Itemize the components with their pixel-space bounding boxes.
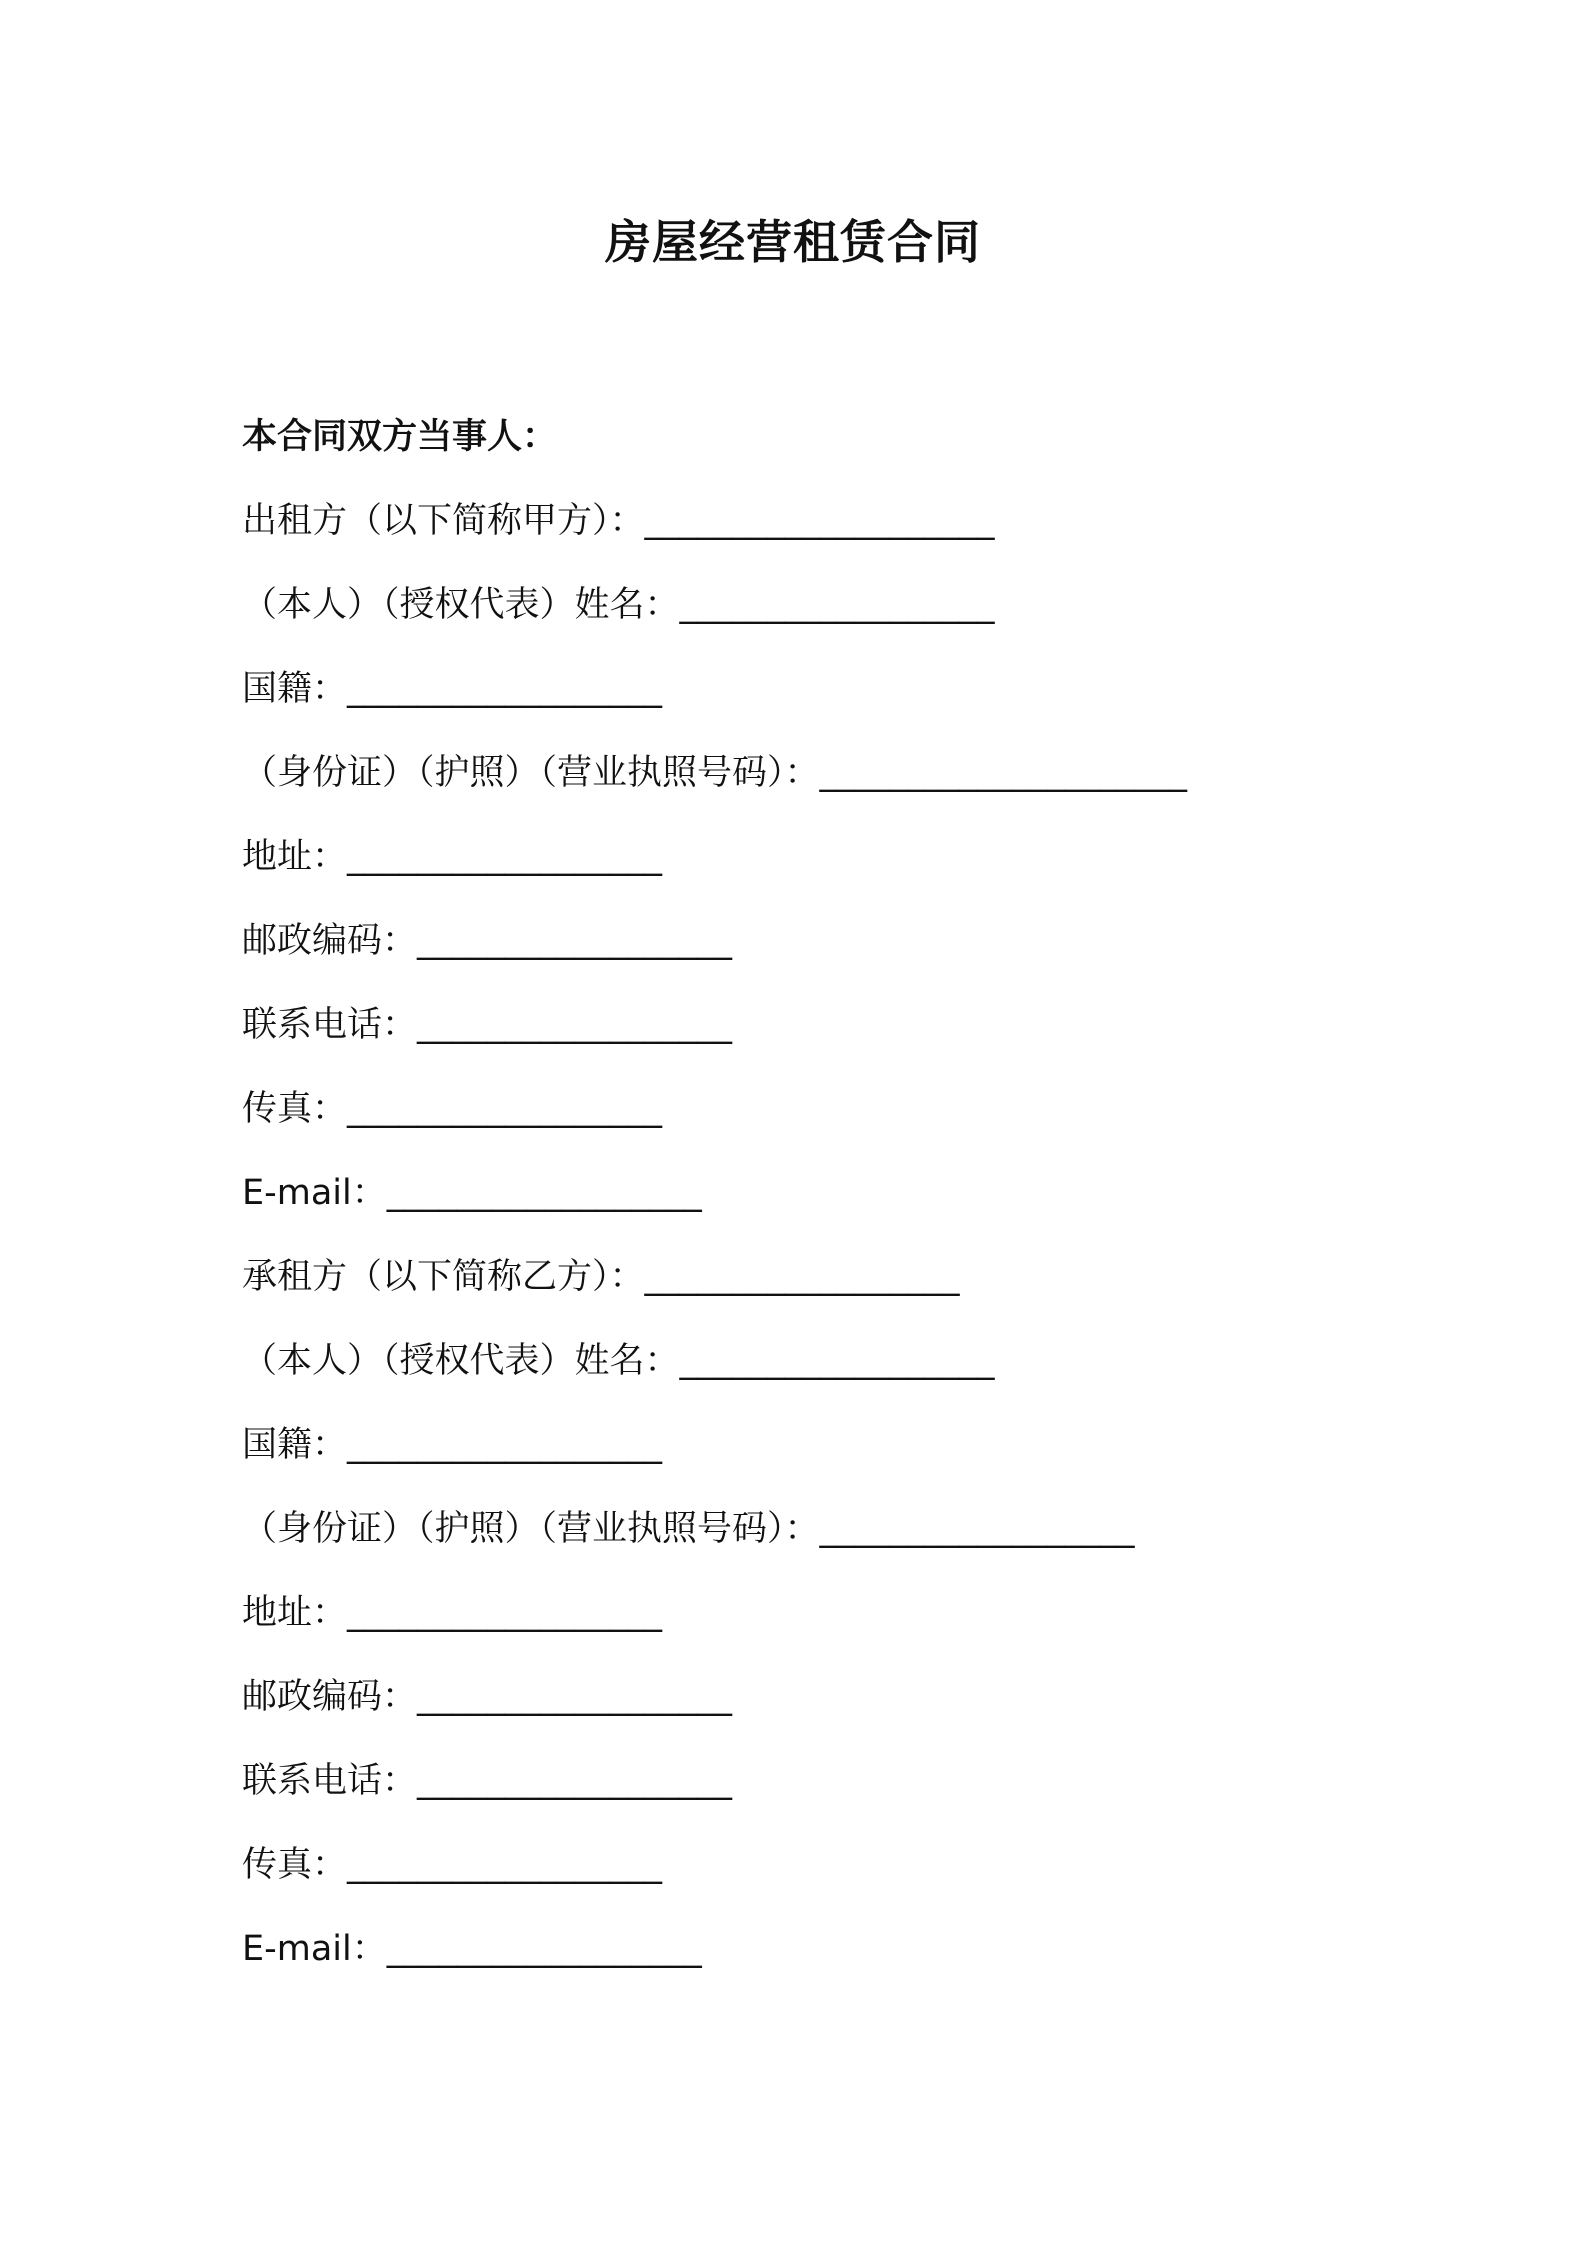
field-label: 联系电话： (242, 1005, 418, 1045)
field-label: 传真： (242, 1089, 348, 1129)
fill-blank: __________________ (347, 1845, 663, 1885)
fill-blank: __________________ (347, 837, 663, 877)
lessee-phone-line (242, 1756, 1442, 1840)
fill-blank: __________________ (347, 1593, 663, 1633)
fill-blank: __________________ (386, 1929, 702, 1969)
field-label: 地址： (242, 1593, 348, 1633)
fill-blank: __________________ (679, 1341, 995, 1381)
fill-blank: __________________ (417, 1761, 733, 1801)
fill-blank: __________________ (347, 669, 663, 709)
lessor-email-line (242, 1168, 1442, 1252)
lessor-id-line (242, 748, 1442, 832)
lessee-representative-line (242, 1336, 1442, 1420)
field-label: 国籍： (242, 1425, 348, 1465)
lessee-id-line (242, 1504, 1442, 1588)
field-label: 国籍： (242, 669, 348, 709)
fill-blank: __________________ (644, 1257, 960, 1297)
lessee-postcode-line (242, 1672, 1442, 1756)
fill-blank: __________________ (819, 1509, 1135, 1549)
party-fields (242, 496, 1442, 2008)
field-label: （本人）（授权代表）姓名： (242, 1341, 680, 1381)
field-label: （身份证）（护照）（营业执照号码）： (242, 753, 820, 793)
lessor-postcode-line (242, 916, 1442, 1000)
lessor-nationality-line (242, 664, 1442, 748)
lessee-line (242, 1252, 1442, 1336)
field-label: 邮政编码： (242, 1677, 418, 1717)
lessor-fax-line (242, 1084, 1442, 1168)
lessee-address-line (242, 1588, 1442, 1672)
lessee-nationality-line (242, 1420, 1442, 1504)
field-label: 邮政编码： (242, 921, 418, 961)
fill-blank: _____________________ (819, 753, 1188, 793)
field-label: 联系电话： (242, 1761, 418, 1801)
field-label: E-mail： (242, 1173, 387, 1213)
lessor-representative-line (242, 580, 1442, 664)
fill-blank: __________________ (347, 1089, 663, 1129)
fill-blank: ____________________ (644, 501, 995, 541)
fill-blank: __________________ (386, 1173, 702, 1213)
lessor-address-line (242, 832, 1442, 916)
fill-blank: __________________ (679, 585, 995, 625)
document-title: 房屋经营租赁合同 (605, 215, 981, 269)
fill-blank: __________________ (417, 1005, 733, 1045)
field-label: （身份证）（护照）（营业执照号码）： (242, 1509, 820, 1549)
parties-heading: 本合同双方当事人： (242, 417, 558, 457)
lessee-fax-line (242, 1840, 1442, 1924)
fill-blank: __________________ (417, 921, 733, 961)
field-label: （本人）（授权代表）姓名： (242, 585, 680, 625)
field-label: 地址： (242, 837, 348, 877)
fill-blank: __________________ (347, 1425, 663, 1465)
field-label: E-mail： (242, 1929, 387, 1969)
fill-blank: __________________ (417, 1677, 733, 1717)
lessor-line (242, 496, 1442, 580)
lessor-phone-line (242, 1000, 1442, 1084)
field-label: 承租方（以下简称乙方）： (242, 1257, 645, 1297)
field-label: 出租方（以下简称甲方）： (242, 501, 645, 541)
field-label: 传真： (242, 1845, 348, 1885)
lessee-email-line (242, 1924, 1442, 2008)
